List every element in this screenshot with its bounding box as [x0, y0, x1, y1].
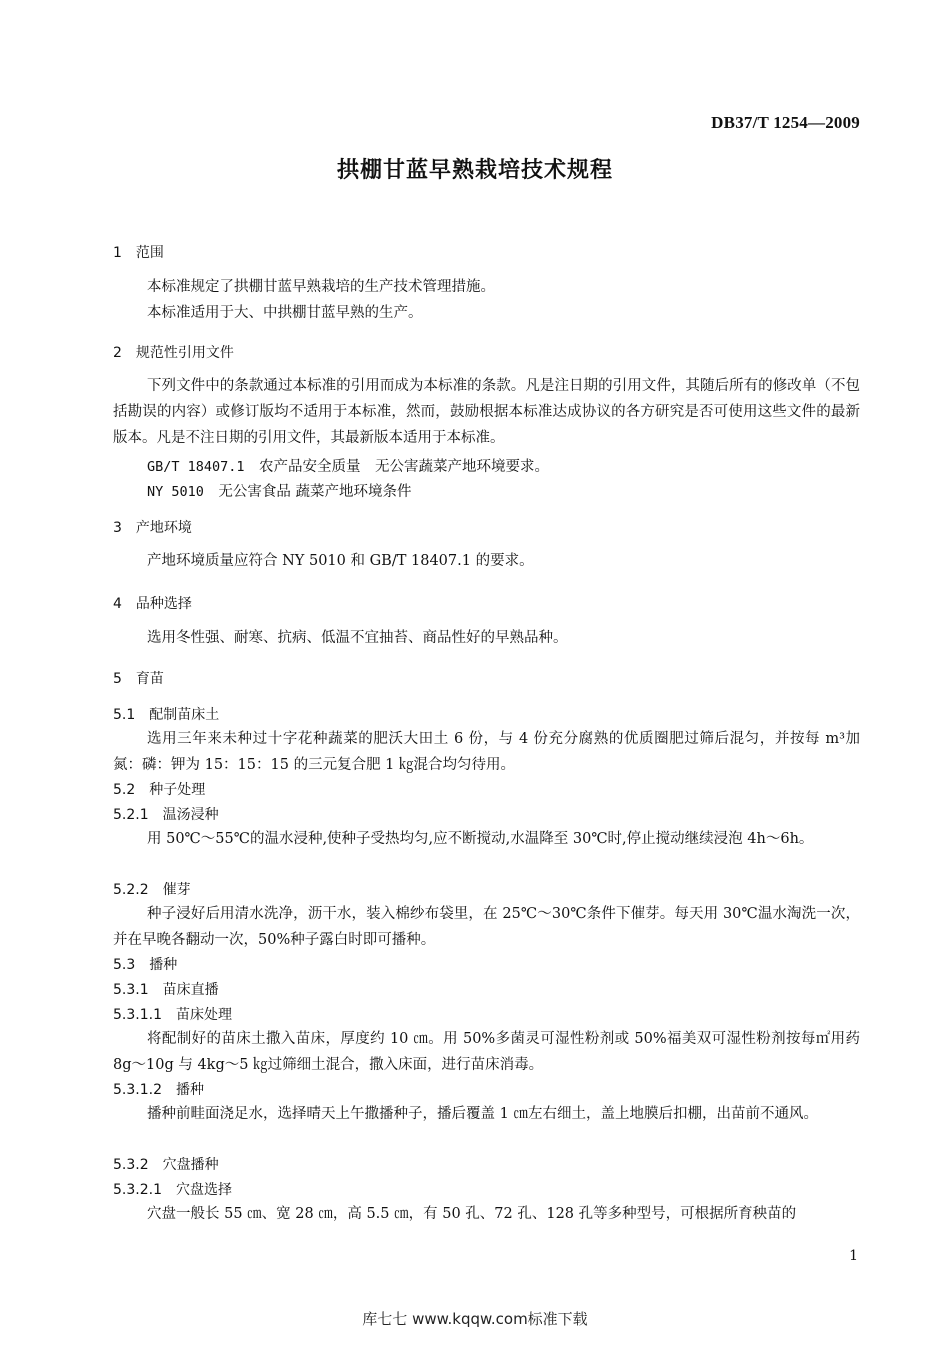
section-number: 5.3.1 — [113, 982, 149, 998]
subsection-heading-5-2-2 — [113, 879, 191, 899]
reference-item — [147, 455, 549, 476]
paragraph: 用 50℃～55℃的温水浸种,使种子受热均匀,应不断搅动,水温降至 30℃时,停止搅动继续浸泡 4h～6h。 — [147, 831, 814, 847]
subsection-heading-5-3-1 — [113, 979, 219, 999]
subsection-heading-5-1 — [113, 704, 219, 724]
paragraph: 选用三年来未种过十字花种蔬菜的肥沃大田土 6 份，与 4 份充分腐熟的优质圈肥过筛后混匀，并按每 m³加氮：磷：钾为 15：15：15 的三元复合肥 1 ㎏混合均匀待用。 — [113, 731, 860, 773]
section-number: 5.2.1 — [113, 807, 149, 823]
section-title: 规范性引用文件 — [135, 345, 234, 361]
section-number: 2 — [113, 345, 122, 361]
section-title: 播种 — [149, 957, 178, 973]
paragraph: 穴盘一般长 55 ㎝、宽 28 ㎝，高 5.5 ㎝，有 50 孔、72 孔、128 孔等多种型号，可根据所育秧苗的 — [147, 1206, 797, 1222]
footer-watermark: 库七七 www.kqqw.com标准下载 — [362, 1310, 588, 1328]
subsection-heading-5-2-1 — [113, 804, 219, 824]
section-title: 范围 — [135, 245, 164, 261]
paragraph: 本标准规定了拱棚甘蓝早熟栽培的生产技术管理措施。 — [147, 279, 495, 295]
section-heading-3 — [113, 517, 192, 537]
section-number: 5.2.2 — [113, 882, 149, 898]
section-number: 4 — [113, 596, 122, 612]
reference-item — [147, 480, 412, 501]
paragraph: 产地环境质量应符合 NY 5010 和 GB/T 18407.1 的要求。 — [147, 553, 534, 569]
section-number: 5.3 — [113, 957, 136, 973]
reference-code: NY 5010 — [147, 484, 204, 500]
section-heading-5 — [113, 668, 164, 688]
section-title: 催芽 — [162, 882, 191, 898]
document-title: 拱棚甘蓝早熟栽培技术规程 — [336, 158, 613, 183]
paragraph: 下列文件中的条款通过本标准的引用而成为本标准的条款。凡是注日期的引用文件，其随后所有的修改单（不包括勘误的内容）或修订版均不适用于本标准，然而，鼓励根据本标准达成协议的各方研究是否可使用这些文件的最新版本。凡是不注日期的引用文件，其最新版本适用于本标准。 — [113, 378, 860, 446]
paragraph: 播种前畦面浇足水，选择晴天上午撒播种子，播后覆盖 1 ㎝左右细土，盖上地膜后扣棚，出苗前不通风。 — [147, 1106, 818, 1122]
section-number: 5.1 — [113, 707, 136, 723]
subsection-heading-5-3-2-1 — [113, 1179, 232, 1199]
section-number: 1 — [113, 245, 122, 261]
section-title: 穴盘选择 — [175, 1182, 232, 1198]
section-number: 5.3.1.2 — [113, 1082, 162, 1098]
subsection-heading-5-2 — [113, 779, 205, 799]
subsection-heading-5-3-1-2 — [113, 1079, 204, 1099]
section-title: 苗床直播 — [162, 982, 219, 998]
section-title: 品种选择 — [135, 596, 192, 612]
section-title: 苗床处理 — [175, 1007, 232, 1023]
section-number: 5.3.1.1 — [113, 1007, 162, 1023]
section-title: 产地环境 — [135, 520, 192, 536]
section-title: 种子处理 — [149, 782, 206, 798]
paragraph: 本标准适用于大、中拱棚甘蓝早熟的生产。 — [147, 305, 423, 321]
reference-text: 无公害食品 蔬菜产地环境条件 — [218, 484, 412, 500]
section-number: 5.3.2 — [113, 1157, 149, 1173]
section-number: 5 — [113, 671, 122, 687]
section-number: 5.3.2.1 — [113, 1182, 162, 1198]
section-title: 配制苗床土 — [149, 707, 220, 723]
section-heading-4 — [113, 593, 192, 613]
reference-text: 农产品安全质量 无公害蔬菜产地环境要求。 — [259, 459, 550, 475]
section-title: 育苗 — [135, 671, 164, 687]
section-title: 温汤浸种 — [162, 807, 219, 823]
subsection-heading-5-3-2 — [113, 1154, 219, 1174]
subsection-heading-5-3-1-1 — [113, 1004, 232, 1024]
subsection-heading-5-3 — [113, 954, 177, 974]
section-heading-1 — [113, 242, 164, 262]
paragraph: 种子浸好后用清水洗净，沥干水，装入棉纱布袋里，在 25℃～30℃条件下催芽。每天用 30℃温水淘洗一次，并在早晚各翻动一次，50%种子露白时即可播种。 — [113, 906, 860, 948]
document-code: DB37/T 1254—2009 — [711, 113, 860, 132]
section-number: 5.2 — [113, 782, 136, 798]
paragraph: 将配制好的苗床土撒入苗床，厚度约 10 ㎝。用 50%多菌灵可湿性粉剂或 50%福美双可湿性粉剂按每㎡用药 8g～10g 与 4kg～5 ㎏过筛细土混合，撒入床面，进行苗床消毒。 — [113, 1031, 860, 1073]
section-title: 穴盘播种 — [162, 1157, 219, 1173]
paragraph: 选用冬性强、耐寒、抗病、低温不宜抽苔、商品性好的早熟品种。 — [147, 630, 568, 646]
section-heading-2 — [113, 342, 234, 362]
reference-code: GB/T 18407.1 — [147, 459, 245, 475]
page-number: 1 — [849, 1248, 858, 1264]
section-number: 3 — [113, 520, 122, 536]
section-title: 播种 — [175, 1082, 204, 1098]
